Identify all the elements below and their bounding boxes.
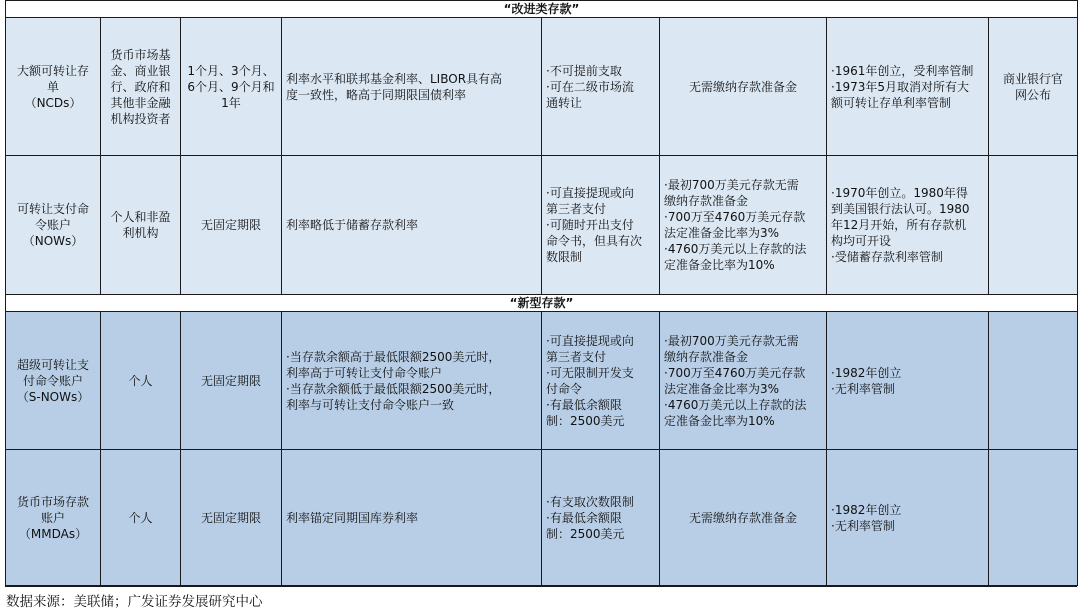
cell-history: ·1961年创立，受利率管制 ·1973年5月取消对所有大 额可转让存单利率管制 xyxy=(827,18,989,156)
cell-term: 1个月、3个月、 6个月、9个月和 1年 xyxy=(181,18,282,156)
cell-issuer xyxy=(989,156,1078,295)
table-row-s-nows xyxy=(6,312,1078,450)
cell-rate: 利率水平和联邦基金利率、LIBOR具有高 度一致性，略高于同期限国债利率 xyxy=(282,18,542,156)
section-title-improved: “改进类存款” xyxy=(6,1,1078,18)
table-row-mmdas xyxy=(6,450,1078,586)
cell-holders: 个人 xyxy=(101,312,181,450)
cell-rate: ·当存款余额高于最低限额2500美元时， 利率高于可转让支付命令账户 ·当存款余额低于最低限额2500美元时， 利率与可转让支付命令账户一致 xyxy=(282,312,542,450)
table-row-ncds xyxy=(6,18,1078,156)
cell-reserve: ·最初700万美元存款无需 缴纳存款准备金 ·700万至4760万美元存款 法定准备金比率为3% ·4760万美元以上存款的法 定准备金比率为10% xyxy=(660,312,827,450)
cell-reserve: 无需缴纳存款准备金 xyxy=(660,450,827,586)
cell-reserve: ·最初700万美元存款无需 缴纳存款准备金 ·700万至4760万美元存款 法定准备金比率为3% ·4760万美元以上存款的法 定准备金比率为10% xyxy=(660,156,827,295)
cell-name: 超级可转让支 付命令账户 （S-NOWs） xyxy=(6,312,101,450)
cell-holders: 个人和非盈 利机构 xyxy=(101,156,181,295)
cell-liquidity: ·不可提前支取 ·可在二级市场流 通转让 xyxy=(542,18,660,156)
source-note: 数据来源：美联储；广发证券发展研究中心 xyxy=(6,594,263,610)
cell-history: ·1970年创立。1980年得 到美国银行法认可。1980 年12月开始，所有存款机 构均可开设 ·受储蓄存款利率管制 xyxy=(827,156,989,295)
section-title-new: “新型存款” xyxy=(6,295,1078,312)
cell-issuer: 商业银行官 网公布 xyxy=(989,18,1078,156)
table-bottom-rule xyxy=(5,585,1077,587)
cell-rate: 利率锚定同期国库券利率 xyxy=(282,450,542,586)
cell-history: ·1982年创立 ·无利率管制 xyxy=(827,450,989,586)
cell-issuer xyxy=(989,312,1078,450)
table-row-nows xyxy=(6,156,1078,295)
cell-liquidity: ·可直接提现或向 第三者支付 ·可随时开出支付 命令书，但具有次 数限制 xyxy=(542,156,660,295)
section-header-new xyxy=(6,295,1078,312)
cell-term: 无固定期限 xyxy=(181,156,282,295)
cell-term: 无固定期限 xyxy=(181,450,282,586)
cell-issuer xyxy=(989,450,1078,586)
cell-liquidity: ·有支取次数限制 ·有最低余额限 制：2500美元 xyxy=(542,450,660,586)
section-header-improved xyxy=(6,1,1078,18)
cell-liquidity: ·可直接提现或向 第三者支付 ·可无限制开发支 付命令 ·有最低余额限 制：2500美元 xyxy=(542,312,660,450)
cell-reserve: 无需缴纳存款准备金 xyxy=(660,18,827,156)
cell-name: 可转让支付命 令账户 （NOWs） xyxy=(6,156,101,295)
deposit-comparison-table xyxy=(5,0,1078,586)
cell-history: ·1982年创立 ·无利率管制 xyxy=(827,312,989,450)
cell-name: 大额可转让存 单 （NCDs） xyxy=(6,18,101,156)
cell-rate: 利率略低于储蓄存款利率 xyxy=(282,156,542,295)
cell-holders: 个人 xyxy=(101,450,181,586)
cell-holders: 货币市场基 金、商业银 行、政府和 其他非金融 机构投资者 xyxy=(101,18,181,156)
cell-term: 无固定期限 xyxy=(181,312,282,450)
cell-name: 货币市场存款 账户 （MMDAs） xyxy=(6,450,101,586)
